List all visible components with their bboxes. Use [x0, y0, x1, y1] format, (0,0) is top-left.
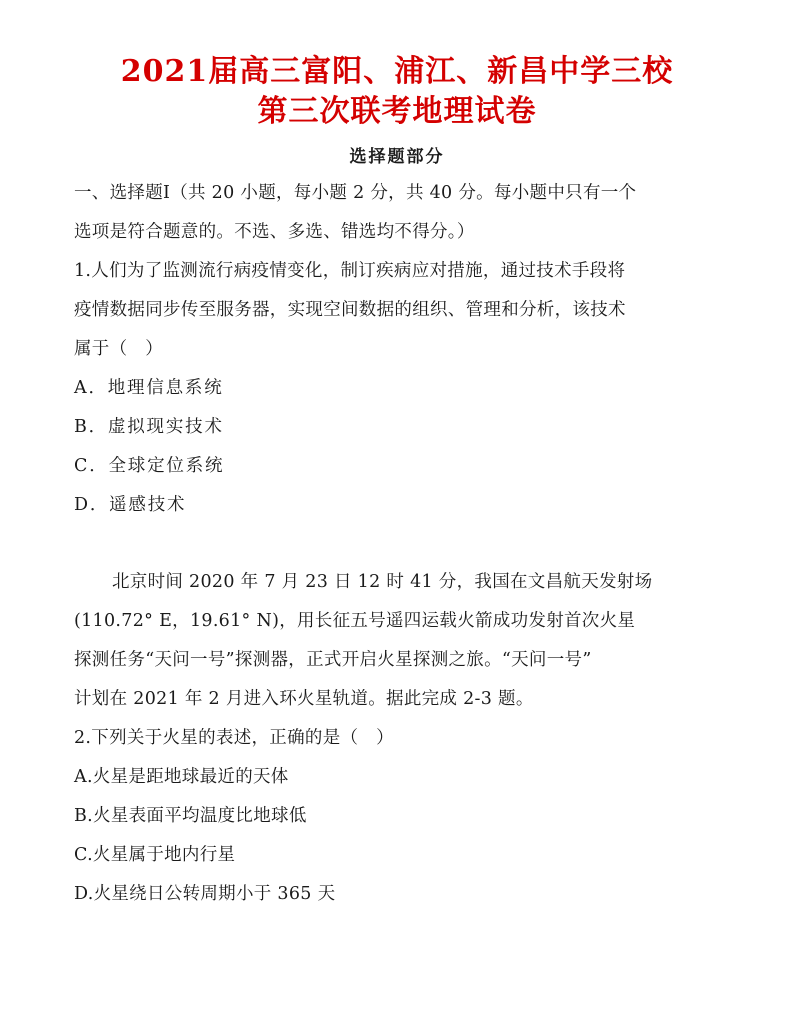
answer-option: B.火星表面平均温度比地球低 [74, 806, 307, 826]
passage-line: 北京时间 2020 年 7 月 23 日 12 时 41 分，我国在文昌航天发射场 [112, 572, 653, 592]
exam-title-line1: 2021届高三富阳、浦江、新昌中学三校 [120, 54, 674, 89]
question-stem-line: 疫情数据同步传至服务器，实现空间数据的组织、管理和分析，该技术 [74, 300, 626, 320]
section-title: 选择题部分 [349, 147, 445, 167]
answer-option: C．全球定位系统 [74, 456, 225, 476]
answer-option: D.火星绕日公转周期小于 365 天 [74, 884, 336, 904]
instructions-line: 选项是符合题意的。不选、多选、错选均不得分。） [74, 222, 475, 242]
passage-line: (110.72° E，19.61° N)，用长征五号遥四运载火箭成功发射首次火星 [74, 611, 636, 631]
answer-option: A.火星是距地球最近的天体 [74, 767, 289, 787]
exam-title-line2: 第三次联考地理试卷 [257, 94, 537, 129]
answer-option: D．遥感技术 [74, 495, 187, 515]
question-stem-line: 属于（ ） [74, 339, 163, 359]
instructions-line: 一、选择题Ⅰ（共 20 小题，每小题 2 分，共 40 分。每小题中只有一个 [74, 183, 637, 203]
passage-line: 计划在 2021 年 2 月进入环火星轨道。据此完成 2-3 题。 [74, 689, 534, 709]
question-stem-line: 1.人们为了监测流行病疫情变化，制订疾病应对措施，通过技术手段将 [74, 261, 626, 281]
question-stem-line: 2.下列关于火星的表述，正确的是（ ） [74, 728, 394, 748]
answer-option: C.火星属于地内行星 [74, 845, 236, 865]
answer-option: A．地理信息系统 [74, 378, 224, 398]
passage-line: 探测任务“天问一号”探测器，正式开启火星探测之旅。“天问一号” [74, 650, 592, 670]
answer-option: B．虚拟现实技术 [74, 417, 224, 437]
